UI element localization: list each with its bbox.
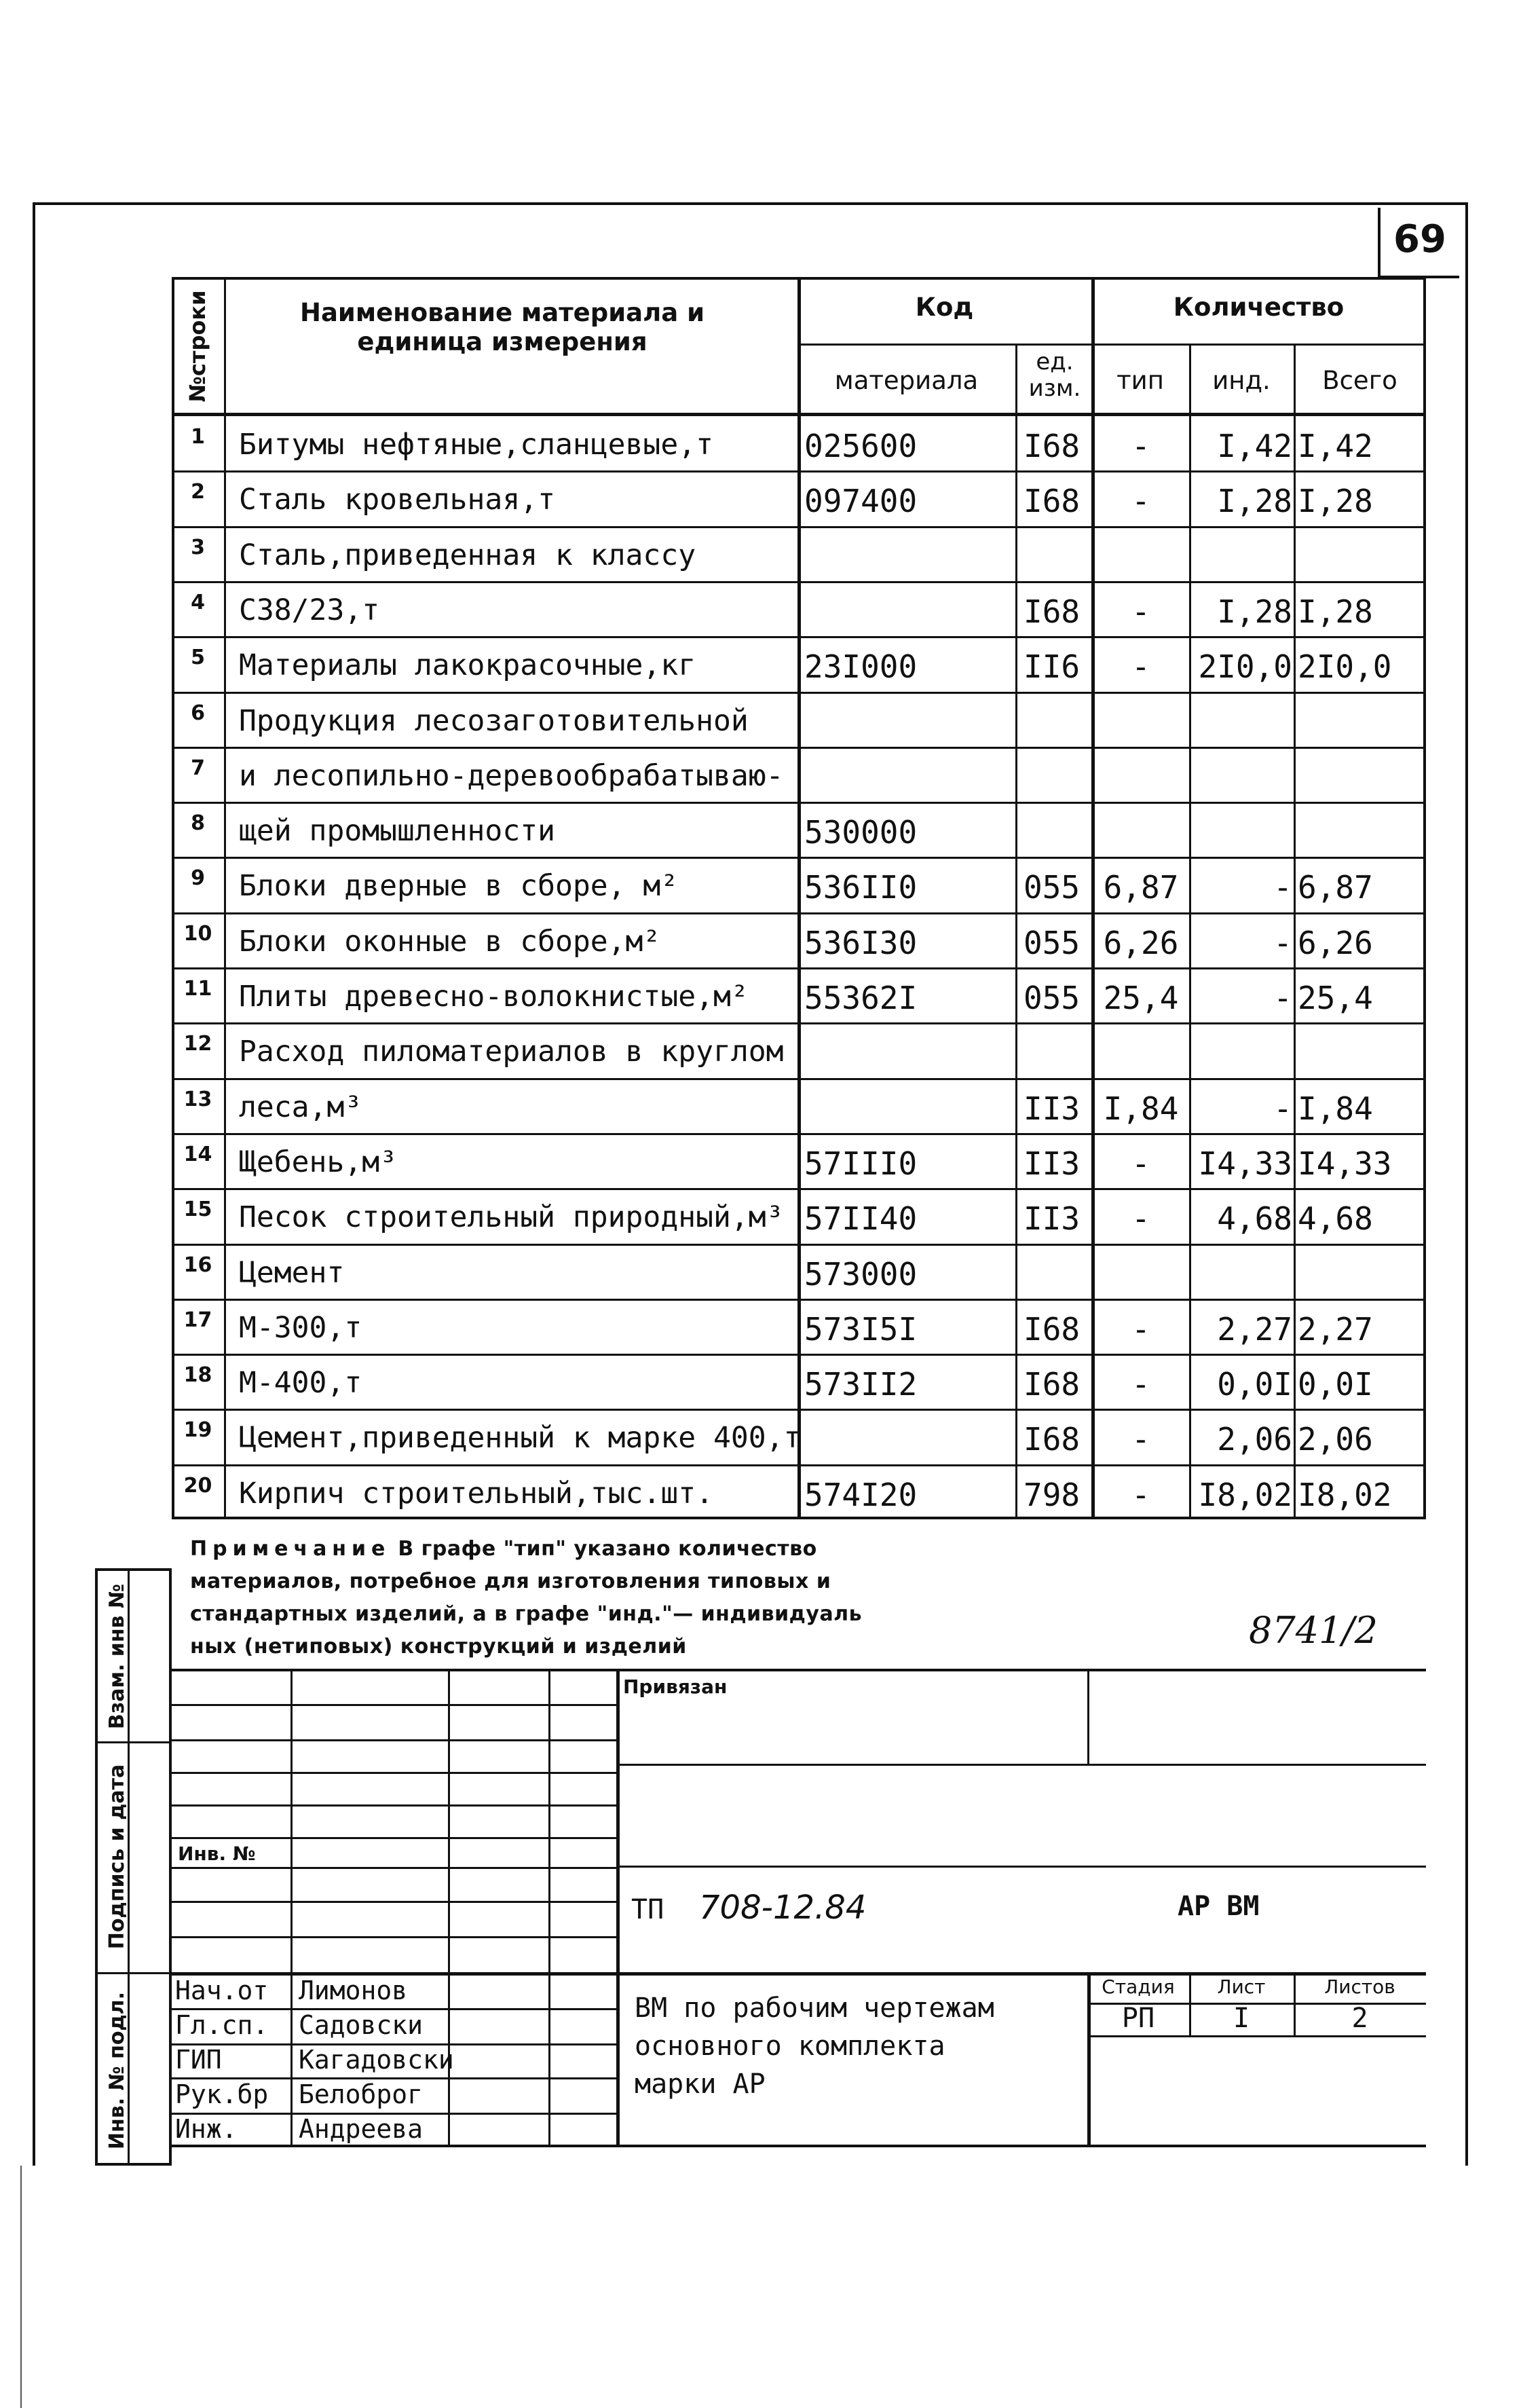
row-separator bbox=[172, 857, 1426, 859]
col-line-type bbox=[1189, 344, 1191, 1519]
cell-ind: - bbox=[1273, 869, 1292, 906]
cell-ind: I,28 bbox=[1217, 593, 1292, 630]
cell-unit: 798 bbox=[1023, 1476, 1081, 1513]
cell-unit: 055 bbox=[1023, 869, 1081, 906]
tb-left-row-line bbox=[172, 1837, 616, 1839]
cell-ind: - bbox=[1273, 1090, 1292, 1127]
cell-code: 097400 bbox=[804, 483, 918, 520]
note-title: Примечание bbox=[190, 1537, 391, 1561]
qty-total-header: Всего bbox=[1322, 366, 1397, 395]
cell-unit: I68 bbox=[1023, 1310, 1081, 1348]
cell-total: 0,0I bbox=[1298, 1366, 1373, 1403]
cell-code: 574I20 bbox=[804, 1476, 918, 1513]
cell-name: Расход пиломатериалов в круглом bbox=[239, 1035, 784, 1069]
cell-code: 536I30 bbox=[804, 924, 918, 961]
cell-name: Песок строительный природный,м³ bbox=[239, 1200, 784, 1235]
tb-left-row-line bbox=[172, 1704, 616, 1706]
signature-role: Рук.бр bbox=[175, 2079, 269, 2109]
row-number: 13 bbox=[183, 1087, 212, 1111]
cell-unit: I68 bbox=[1023, 1421, 1081, 1458]
row-number: 7 bbox=[191, 756, 205, 780]
stage-divider bbox=[1087, 1972, 1091, 2147]
row-separator bbox=[172, 1078, 1426, 1080]
cell-total: 2,27 bbox=[1298, 1310, 1373, 1348]
row-separator bbox=[172, 1299, 1426, 1301]
cell-name: Продукция лесозаготовительной bbox=[239, 703, 749, 738]
side-stamp-line-1 bbox=[95, 1741, 172, 1743]
cell-total: I,84 bbox=[1298, 1090, 1373, 1127]
row-separator bbox=[172, 912, 1426, 914]
stage-value: РП bbox=[1121, 2003, 1155, 2034]
tb-line-a bbox=[616, 1764, 1426, 1766]
tb-line-b bbox=[616, 1866, 1426, 1868]
cell-code: 573000 bbox=[804, 1255, 918, 1293]
sheet-number: 69 bbox=[1393, 217, 1446, 261]
col-line-name bbox=[797, 277, 801, 1519]
cell-total: 4,68 bbox=[1298, 1200, 1373, 1238]
row-number: 12 bbox=[183, 1032, 212, 1056]
inv-no-label: Инв. № bbox=[178, 1842, 256, 1865]
row-number: 10 bbox=[183, 921, 212, 946]
row-number: 18 bbox=[183, 1363, 212, 1388]
cell-total: 6,87 bbox=[1298, 869, 1373, 906]
row-separator bbox=[172, 1409, 1426, 1411]
col-line-num bbox=[224, 277, 226, 1519]
note-line-1: В графе "тип" указано количество bbox=[398, 1537, 817, 1561]
row-separator bbox=[172, 1244, 1426, 1246]
cell-name: С38/23,т bbox=[239, 593, 380, 627]
cell-type: - bbox=[1131, 1476, 1150, 1513]
row-number: 17 bbox=[183, 1308, 212, 1332]
row-number: 2 bbox=[191, 480, 205, 504]
project-number: 708-12.84 bbox=[699, 1889, 867, 1927]
cell-type: - bbox=[1131, 1145, 1150, 1182]
signature-role: Нач.от bbox=[175, 1976, 269, 2005]
row-separator bbox=[172, 1133, 1426, 1135]
qty-type-header: тип bbox=[1116, 366, 1164, 395]
cell-name: щей промышленности bbox=[239, 814, 555, 849]
note-text bbox=[190, 1533, 1004, 1663]
cell-unit: II3 bbox=[1023, 1090, 1081, 1127]
cell-total: 25,4 bbox=[1298, 980, 1373, 1016]
cell-code: 573II2 bbox=[804, 1366, 918, 1403]
cell-code: 530000 bbox=[804, 814, 918, 851]
signature-role: ГИП bbox=[175, 2045, 222, 2075]
cell-code: 57III0 bbox=[804, 1145, 918, 1182]
tb-left-row-line bbox=[172, 1936, 616, 1938]
code-header: Код bbox=[915, 293, 974, 322]
cell-name: М-300,т bbox=[239, 1310, 362, 1345]
stamp-vzam: Взам. инв № bbox=[105, 1583, 129, 1730]
code-unit-header: ед. изм. bbox=[1028, 348, 1081, 403]
cell-type: - bbox=[1131, 428, 1150, 464]
row-number: 3 bbox=[191, 535, 205, 559]
row-number: 4 bbox=[191, 590, 205, 614]
cell-type: - bbox=[1131, 483, 1150, 520]
row-number: 1 bbox=[191, 425, 205, 449]
note-line-4: ных (нетиповых) конструкций и изделий bbox=[190, 1635, 687, 1659]
cell-code: 536II0 bbox=[804, 869, 918, 906]
project-label: ТП bbox=[631, 1894, 664, 1925]
tb-left-row-line bbox=[172, 1867, 616, 1869]
cell-type: - bbox=[1131, 1421, 1150, 1458]
cell-total: 2,06 bbox=[1298, 1421, 1373, 1458]
cell-code: 025600 bbox=[804, 428, 918, 464]
sheets-value: 2 bbox=[1351, 2003, 1368, 2034]
privyazan-divider bbox=[1087, 1669, 1089, 1764]
cell-ind: I,28 bbox=[1217, 483, 1292, 520]
row-separator bbox=[172, 1354, 1426, 1356]
cell-type: - bbox=[1131, 648, 1150, 686]
cell-name: Сталь,приведенная к классу bbox=[239, 538, 696, 572]
row-separator bbox=[172, 1464, 1426, 1466]
cell-type: - bbox=[1131, 1200, 1150, 1238]
cell-type: - bbox=[1131, 1366, 1150, 1403]
cell-name: Цемент bbox=[239, 1255, 345, 1290]
row-separator bbox=[172, 581, 1426, 583]
stage-label: Стадия bbox=[1102, 1976, 1175, 1998]
row-separator bbox=[172, 1022, 1426, 1024]
cell-name: Щебень,м³ bbox=[239, 1145, 397, 1179]
cell-name: Блоки оконные в сборе,м² bbox=[239, 924, 661, 959]
row-number: 19 bbox=[183, 1418, 212, 1443]
sheet-value: I bbox=[1233, 2003, 1250, 2034]
row-separator bbox=[172, 967, 1426, 969]
quantity-header: Количество bbox=[1173, 293, 1345, 322]
cell-ind: - bbox=[1273, 924, 1292, 961]
tb-left-row-line bbox=[172, 1739, 616, 1741]
tb-main-divider bbox=[616, 1669, 620, 2147]
signature-role: Гл.сп. bbox=[175, 2010, 269, 2040]
sheet-label: Лист bbox=[1217, 1976, 1266, 1998]
cell-unit: I68 bbox=[1023, 483, 1081, 520]
cell-total: I4,33 bbox=[1298, 1145, 1392, 1182]
row-separator bbox=[172, 692, 1426, 694]
sheets-label: Листов bbox=[1324, 1976, 1395, 1998]
privyazan-label: Привязан bbox=[623, 1675, 728, 1698]
stage-value-line bbox=[1087, 2035, 1426, 2037]
cell-name: Блоки дверные в сборе, м² bbox=[239, 869, 679, 904]
cell-total: I,42 bbox=[1298, 428, 1373, 464]
row-number: 8 bbox=[191, 811, 205, 836]
note-line-2: материалов, потребное для изготовления типовых и bbox=[190, 1570, 831, 1593]
cell-name: леса,м³ bbox=[239, 1090, 362, 1124]
row-number: 6 bbox=[191, 701, 205, 725]
side-stamp-line-2 bbox=[95, 1972, 172, 1974]
tb-left-row-line bbox=[172, 1772, 616, 1774]
cell-ind: 2,27 bbox=[1217, 1310, 1292, 1348]
row-number: 11 bbox=[183, 977, 212, 1001]
row-separator bbox=[172, 526, 1426, 528]
col-line-ind bbox=[1294, 344, 1296, 1519]
signature-name: Кагадовски bbox=[299, 2045, 454, 2075]
cell-total: I8,02 bbox=[1298, 1476, 1392, 1513]
cell-name: Кирпич строительный,тыс.шт. bbox=[239, 1476, 713, 1511]
stamp-inv-podl: Инв. № подл. bbox=[105, 1991, 129, 2150]
cell-ind: - bbox=[1273, 980, 1292, 1016]
cell-code: 23I000 bbox=[804, 648, 918, 686]
row-number: 9 bbox=[191, 866, 205, 891]
cell-type: 6,87 bbox=[1103, 869, 1179, 906]
cell-name: Сталь кровельная,т bbox=[239, 483, 555, 517]
cell-type: I,84 bbox=[1103, 1090, 1179, 1127]
row-number-header: №строки bbox=[185, 290, 210, 403]
description-line-2: основного комплекта bbox=[635, 2031, 945, 2062]
cell-type: - bbox=[1131, 1310, 1150, 1348]
row-number: 14 bbox=[183, 1142, 212, 1166]
signature-role: Инж. bbox=[175, 2114, 238, 2144]
signature-name: Лимонов bbox=[299, 1976, 408, 2005]
cell-name: и лесопильно-деревообрабатываю- bbox=[239, 758, 784, 793]
note-line-3: стандартных изделий, а в графе "инд."— индивидуаль bbox=[190, 1602, 863, 1626]
cell-unit: I68 bbox=[1023, 1366, 1081, 1403]
cell-code: 573I5I bbox=[804, 1310, 918, 1348]
row-separator bbox=[172, 636, 1426, 638]
header-sub-line bbox=[797, 344, 1426, 346]
cell-type: 6,26 bbox=[1103, 924, 1179, 961]
cell-name: Плиты древесно-волокнистые,м² bbox=[239, 980, 749, 1014]
row-number: 5 bbox=[191, 646, 205, 670]
description bbox=[635, 1989, 994, 2103]
description-line-3: марки АР bbox=[635, 2069, 766, 2100]
signature-name: Садовски bbox=[299, 2010, 424, 2040]
cell-total: 6,26 bbox=[1298, 924, 1373, 961]
tb-left-row-line bbox=[172, 1804, 616, 1807]
tb-left-row-line bbox=[172, 1901, 616, 1903]
scan-margin-line bbox=[20, 2166, 22, 2408]
stamp-podpis: Подпись и дата bbox=[105, 1764, 129, 1950]
cell-ind: 0,0I bbox=[1217, 1366, 1292, 1403]
signature-name: Андреева bbox=[299, 2114, 424, 2144]
cell-type: 25,4 bbox=[1103, 980, 1179, 1016]
cell-ind: 2I0,0 bbox=[1198, 648, 1292, 686]
cell-unit: I68 bbox=[1023, 428, 1081, 464]
row-separator bbox=[172, 802, 1426, 804]
cell-ind: 2,06 bbox=[1217, 1421, 1292, 1458]
cell-ind: 4,68 bbox=[1217, 1200, 1292, 1238]
cell-unit: 055 bbox=[1023, 980, 1081, 1016]
signature-name: Белоброг bbox=[299, 2079, 424, 2109]
cell-name: Материалы лакокрасочные,кг bbox=[239, 648, 696, 683]
code-material-header: материала bbox=[834, 366, 979, 395]
cell-total: I,28 bbox=[1298, 483, 1373, 520]
cell-name: Битумы нефтяные,сланцевые,т bbox=[239, 428, 713, 462]
cell-unit: 055 bbox=[1023, 924, 1081, 961]
row-number: 15 bbox=[183, 1198, 212, 1222]
cell-code: 55362I bbox=[804, 980, 918, 1016]
row-separator bbox=[172, 470, 1426, 473]
row-number: 16 bbox=[183, 1253, 212, 1277]
cell-ind: I,42 bbox=[1217, 428, 1292, 464]
cell-name: Цемент,приведенный к марке 400,т bbox=[239, 1421, 802, 1456]
cell-unit: I68 bbox=[1023, 593, 1081, 630]
cell-unit: II6 bbox=[1023, 648, 1081, 686]
material-name-header: Наименование материала и единица измерения bbox=[299, 298, 705, 356]
cell-unit: II3 bbox=[1023, 1200, 1081, 1238]
row-separator bbox=[172, 747, 1426, 749]
cell-name: М-400,т bbox=[239, 1366, 362, 1401]
cell-type: - bbox=[1131, 593, 1150, 630]
qty-ind-header: инд. bbox=[1212, 366, 1271, 395]
handwritten-number: 8741/2 bbox=[1249, 1609, 1378, 1652]
row-separator bbox=[172, 1188, 1426, 1190]
cell-ind: I8,02 bbox=[1198, 1476, 1292, 1513]
cell-unit: II3 bbox=[1023, 1145, 1081, 1182]
col-line-code bbox=[1015, 344, 1017, 1519]
row-number: 20 bbox=[183, 1473, 212, 1498]
description-line-1: ВМ по рабочим чертежам bbox=[635, 1993, 994, 2024]
mark: АР ВМ bbox=[1178, 1891, 1260, 1922]
cell-ind: I4,33 bbox=[1198, 1145, 1292, 1182]
cell-total: 2I0,0 bbox=[1298, 648, 1392, 686]
cell-code: 57II40 bbox=[804, 1200, 918, 1238]
cell-total: I,28 bbox=[1298, 593, 1373, 630]
